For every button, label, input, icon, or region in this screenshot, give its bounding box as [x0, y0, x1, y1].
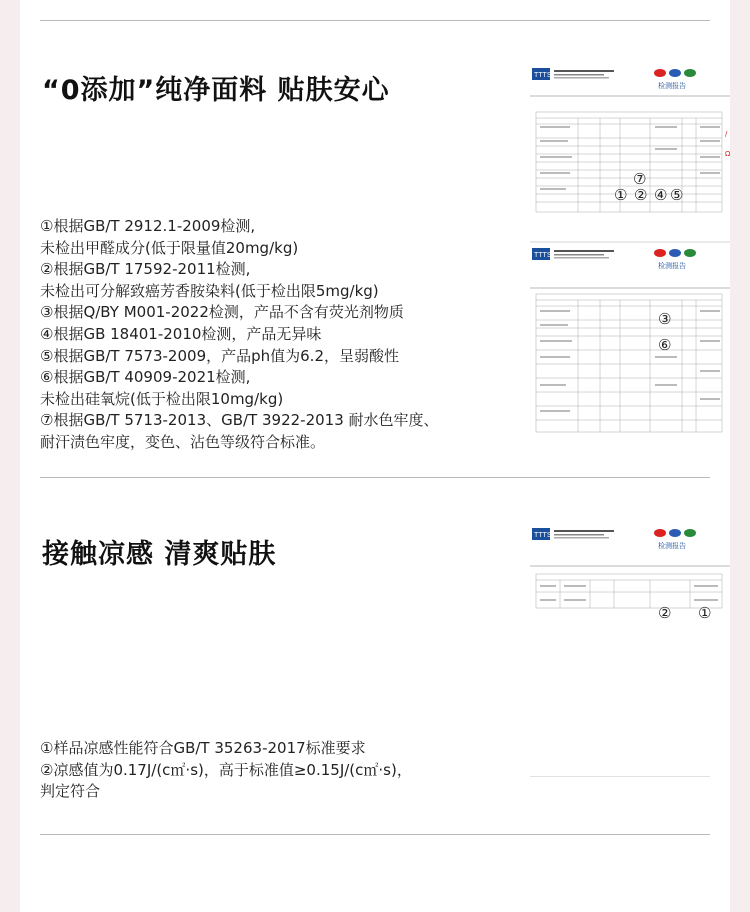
s1-line: ②根据GB/T 17592-2011检测,: [40, 260, 251, 279]
middle-divider: [40, 477, 710, 478]
report-title: 检测报告: [658, 542, 686, 550]
s1-line: ⑤根据GB/T 7573-2009，产品ph值为6.2，呈弱酸性: [40, 346, 399, 365]
s2-line: ①样品凉感性能符合GB/T 35263-2017标准要求: [40, 739, 366, 757]
s1-line: ④根据GB 18401-2010检测，产品无异味: [40, 324, 322, 343]
s1-line: 未检出硅氧烷(低于检出限10mg/kg): [40, 389, 284, 408]
report-3-graphic: [530, 522, 730, 626]
report-logo: TTTS: [534, 72, 552, 79]
marker-3: ③: [658, 310, 672, 328]
marker-2: ②: [634, 186, 648, 204]
section1-title: “0添加”纯净面料 贴肤安心: [42, 75, 390, 106]
top-divider: [40, 20, 710, 21]
marker-1: ①: [614, 186, 628, 204]
s2-line: ②凉感值为0.17J/(c㎡·s)，高于标准值≥0.15J/(c㎡·s)，: [40, 760, 412, 779]
svg-text:Ω: Ω: [725, 150, 730, 158]
report-logo: TTTS: [534, 252, 552, 259]
section2-description: [40, 738, 412, 803]
s1-line: ①根据GB/T 2912.1-2009检测,: [40, 217, 256, 235]
s1-line: ⑦根据GB/T 5713-2013、GB/T 3922-2013 耐水色牢度、: [40, 411, 439, 430]
bottom-divider: [40, 834, 710, 835]
report-2-graphic: [530, 240, 730, 440]
s2-line: 判定符合: [40, 782, 101, 801]
test-report-image-2: [530, 240, 730, 440]
svg-text:/: /: [725, 130, 728, 138]
s1-line: 耐汗渍色牢度，变色、沾色等级符合标准。: [40, 432, 326, 451]
marker-2: ②: [658, 604, 672, 622]
marker-4: ④: [654, 186, 668, 204]
s1-line: ⑥根据GB/T 40909-2021检测,: [40, 368, 251, 387]
marker-1: ①: [698, 604, 712, 622]
s1-line: 未检出可分解致癌芳香胺染料(低于检出限5mg/kg): [40, 281, 379, 300]
report-3-shadow-line: [530, 776, 710, 777]
marker-5: ⑤: [670, 186, 684, 204]
report-title: 检测报告: [658, 82, 686, 90]
report-1-graphic: [530, 66, 730, 216]
content-card: [20, 0, 730, 912]
section2-title: 接触凉感 清爽贴肤: [42, 539, 277, 570]
s1-line: 未检出甲醛成分(低于限量值20mg/kg): [40, 238, 299, 257]
test-report-image-3: [530, 522, 730, 626]
marker-6: ⑥: [658, 336, 672, 354]
test-report-image-1: [530, 66, 730, 216]
marker-7: ⑦: [633, 170, 647, 188]
section1-description: [40, 216, 439, 454]
report-logo: TTTS: [534, 532, 552, 539]
s1-line: ③根据Q/BY M001-2022检测，产品不含有荧光剂物质: [40, 303, 404, 322]
report-title: 检测报告: [658, 262, 686, 270]
